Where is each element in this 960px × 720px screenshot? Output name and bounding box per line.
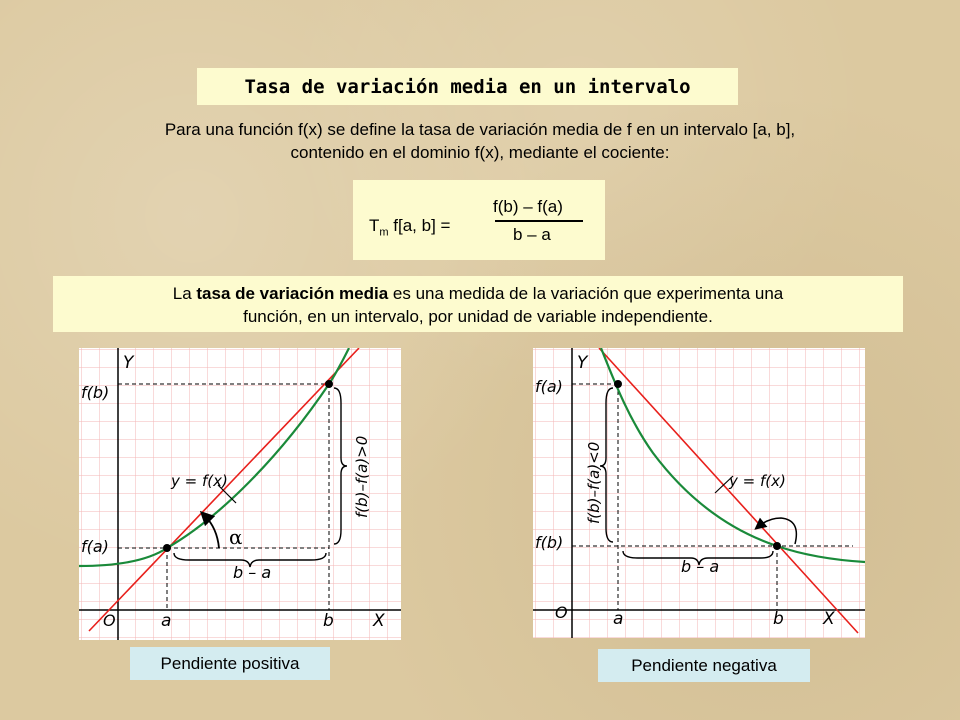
fb-label: f(b) <box>535 533 564 552</box>
caption-negative <box>598 649 810 682</box>
curve-label: y = f(x) <box>171 472 228 490</box>
grid <box>533 348 865 638</box>
x-axis-label: X <box>373 611 385 631</box>
a-label: a <box>613 609 624 629</box>
fa-label: f(a) <box>535 377 563 396</box>
point-b <box>325 380 333 388</box>
b-label: b <box>323 611 334 631</box>
rise-label: f(b)–f(a)>0 <box>353 435 371 518</box>
formula-left-rest: f[a, b] = <box>388 216 451 235</box>
formula-box <box>353 180 605 260</box>
title-box <box>197 68 738 105</box>
intro-text <box>40 118 920 164</box>
graph-negative-svg <box>533 348 865 638</box>
angle-label: α <box>229 525 243 549</box>
caption-positive <box>130 647 330 680</box>
description-box <box>53 276 903 332</box>
point-a <box>163 544 171 552</box>
formula-subscript: m <box>379 226 389 239</box>
fa-label: f(a) <box>81 537 109 556</box>
description-line-1 <box>53 282 903 305</box>
y-axis-label: Y <box>577 353 588 373</box>
intro-line-2: contenido en el dominio f(x), mediante el cociente: <box>290 143 670 162</box>
graph-negative <box>533 348 865 638</box>
point-a <box>614 380 622 388</box>
run-label: b – a <box>233 563 272 582</box>
y-axis-label: Y <box>123 353 134 373</box>
formula-symbol: T <box>369 216 380 235</box>
run-label: b – a <box>681 557 720 576</box>
origin-label: O <box>103 611 116 630</box>
origin-label: O <box>555 603 568 622</box>
description-line-2: función, en un intervalo, por unidad de variable independiente. <box>243 307 713 326</box>
caption-negative-text: Pendiente negativa <box>631 655 777 675</box>
description-pre: La <box>172 284 197 303</box>
formula-fraction-bar <box>495 220 583 222</box>
rise-label: f(b)–f(a)<0 <box>585 441 603 524</box>
curve-label: y = f(x) <box>729 472 786 490</box>
intro-line-1: Para una función f(x) se define la tasa de variación media de f en un intervalo [a, b], <box>164 120 796 139</box>
description-post: es una medida de la variación que experimenta una <box>388 284 784 303</box>
point-b <box>773 542 781 550</box>
graph-positive <box>79 348 401 640</box>
x-axis-label: X <box>823 609 835 629</box>
formula-numerator: f(b) – f(a) <box>493 197 563 216</box>
formula-denominator: b – a <box>513 225 551 244</box>
formula-left <box>369 216 450 238</box>
description-bold: tasa de variación media <box>196 284 389 303</box>
b-label: b <box>773 609 784 629</box>
page-title: Tasa de variación media en un intervalo <box>244 75 691 98</box>
caption-positive-text: Pendiente positiva <box>160 653 300 673</box>
a-label: a <box>161 611 172 631</box>
graph-positive-svg <box>79 348 401 640</box>
fb-label: f(b) <box>81 383 110 402</box>
